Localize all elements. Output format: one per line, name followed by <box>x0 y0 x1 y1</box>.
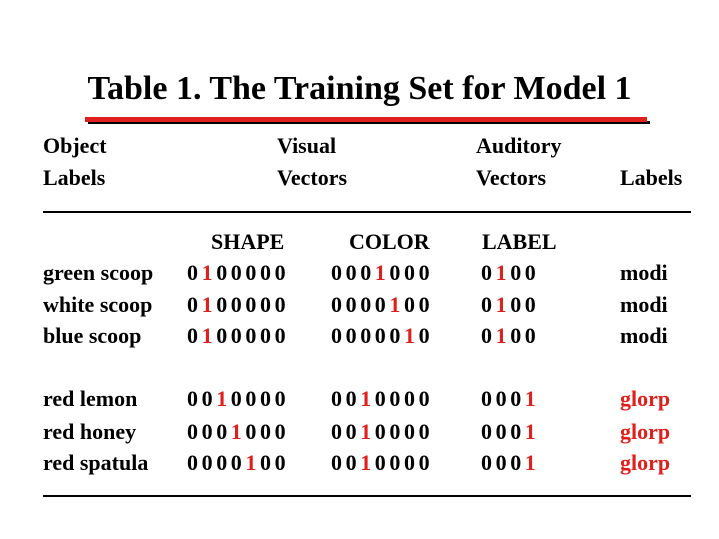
vector-bit: 0 <box>389 419 401 444</box>
vector-bit: 0 <box>360 292 372 317</box>
vector-bit: 0 <box>331 386 342 411</box>
vector-bit: 0 <box>481 260 492 285</box>
vector-bit: 0 <box>216 450 228 475</box>
vector-bit: 0 <box>389 323 401 348</box>
row-shape-vector <box>187 451 289 475</box>
vector-bit: 0 <box>374 323 386 348</box>
vector-bit: 0 <box>418 292 430 317</box>
vector-bit: 0 <box>510 419 522 444</box>
header-visual-line2: Vectors <box>277 165 348 190</box>
vector-bit: 0 <box>510 450 522 475</box>
row-color-vector <box>331 451 433 475</box>
row-label-vec-vector <box>481 387 539 411</box>
vector-bit: 1 <box>245 450 257 475</box>
vector-bit: 0 <box>245 292 257 317</box>
vector-bit: 0 <box>510 260 522 285</box>
vector-bit: 1 <box>403 323 415 348</box>
vector-bit: 0 <box>259 260 271 285</box>
vector-bit: 0 <box>259 292 271 317</box>
vector-bit: 0 <box>481 323 492 348</box>
row-object-label: green scoop <box>43 260 154 285</box>
row-shape-vector <box>187 387 289 411</box>
vector-bit: 1 <box>201 323 213 348</box>
vector-bit: 0 <box>418 386 430 411</box>
vector-bit: 0 <box>495 419 507 444</box>
vector-bit: 0 <box>524 260 536 285</box>
page-title: Table 1. The Training Set for Model 1 <box>87 70 632 107</box>
table-bottom-rule <box>43 495 691 497</box>
vector-bit: 0 <box>216 292 228 317</box>
vector-bit: 0 <box>345 450 357 475</box>
vector-bit: 0 <box>201 419 213 444</box>
vector-bit: 0 <box>274 419 286 444</box>
row-object-label: blue scoop <box>43 323 142 348</box>
row-label-vec-vector <box>481 261 539 285</box>
vector-bit: 1 <box>495 292 507 317</box>
vector-bit: 0 <box>245 386 257 411</box>
header-auditory-line2: Vectors <box>476 165 547 190</box>
vector-bit: 1 <box>389 292 401 317</box>
vector-bit: 0 <box>495 386 507 411</box>
vector-bit: 1 <box>360 419 372 444</box>
row-shape-vector <box>187 293 289 317</box>
row-color-vector <box>331 261 433 285</box>
vector-bit: 0 <box>481 450 492 475</box>
vector-bit: 0 <box>187 419 198 444</box>
vector-bit: 0 <box>216 323 228 348</box>
subheader-color: COLOR <box>349 229 430 254</box>
vector-bit: 0 <box>331 450 342 475</box>
vector-bit: 0 <box>403 292 415 317</box>
vector-bit: 0 <box>201 450 213 475</box>
title-underline <box>85 117 647 122</box>
row-color-vector <box>331 387 433 411</box>
vector-bit: 0 <box>187 260 198 285</box>
vector-bit: 1 <box>216 386 228 411</box>
vector-bit: 0 <box>418 450 430 475</box>
vector-bit: 0 <box>418 419 430 444</box>
subheader-shape: SHAPE <box>211 229 285 254</box>
vector-bit: 0 <box>374 292 386 317</box>
vector-bit: 0 <box>245 260 257 285</box>
vector-bit: 0 <box>403 419 415 444</box>
vector-bit: 0 <box>524 292 536 317</box>
vector-bit: 0 <box>187 323 198 348</box>
vector-bit: 0 <box>201 386 213 411</box>
vector-bit: 0 <box>230 386 242 411</box>
vector-bit: 0 <box>481 292 492 317</box>
vector-bit: 0 <box>403 450 415 475</box>
vector-bit: 0 <box>274 323 286 348</box>
row-word-label: modi <box>620 292 668 317</box>
vector-bit: 1 <box>524 450 536 475</box>
vector-bit: 0 <box>345 323 357 348</box>
vector-bit: 0 <box>481 386 492 411</box>
vector-bit: 0 <box>403 386 415 411</box>
vector-bit: 0 <box>245 323 257 348</box>
header-labels: Labels <box>620 165 683 190</box>
vector-bit: 0 <box>331 323 342 348</box>
row-object-label: red spatula <box>43 450 149 475</box>
row-shape-vector <box>187 420 289 444</box>
row-color-vector <box>331 293 433 317</box>
vector-bit: 0 <box>510 323 522 348</box>
vector-bit: 0 <box>389 260 401 285</box>
row-shape-vector <box>187 261 289 285</box>
vector-bit: 0 <box>331 419 342 444</box>
row-object-label: red honey <box>43 419 137 444</box>
vector-bit: 0 <box>524 323 536 348</box>
vector-bit: 0 <box>403 260 415 285</box>
row-label-vec-vector <box>481 420 539 444</box>
vector-bit: 0 <box>274 450 286 475</box>
vector-bit: 0 <box>245 419 257 444</box>
vector-bit: 1 <box>495 260 507 285</box>
vector-bit: 0 <box>259 419 271 444</box>
row-shape-vector <box>187 324 289 348</box>
vector-bit: 0 <box>259 323 271 348</box>
vector-bit: 1 <box>374 260 386 285</box>
row-object-label: red lemon <box>43 386 138 411</box>
row-label-vec-vector <box>481 451 539 475</box>
vector-bit: 0 <box>360 323 372 348</box>
header-auditory-line1: Auditory <box>476 133 562 158</box>
vector-bit: 0 <box>274 386 286 411</box>
vector-bit: 0 <box>274 292 286 317</box>
subheader-label: LABEL <box>482 229 557 254</box>
header-visual-line1: Visual <box>277 133 337 158</box>
vector-bit: 0 <box>230 260 242 285</box>
row-word-label: glorp <box>620 419 671 444</box>
vector-bit: 0 <box>510 292 522 317</box>
vector-bit: 0 <box>360 260 372 285</box>
row-word-label: glorp <box>620 450 671 475</box>
header-object-line2: Labels <box>43 165 106 190</box>
vector-bit: 0 <box>418 323 430 348</box>
row-word-label: modi <box>620 323 668 348</box>
vector-bit: 0 <box>418 260 430 285</box>
row-color-vector <box>331 324 433 348</box>
row-label-vec-vector <box>481 324 539 348</box>
vector-bit: 0 <box>374 386 386 411</box>
header-object-line1: Object <box>43 133 107 158</box>
vector-bit: 0 <box>495 450 507 475</box>
vector-bit: 0 <box>230 450 242 475</box>
vector-bit: 1 <box>230 419 242 444</box>
vector-bit: 1 <box>495 323 507 348</box>
vector-bit: 0 <box>345 419 357 444</box>
vector-bit: 1 <box>201 292 213 317</box>
row-color-vector <box>331 420 433 444</box>
vector-bit: 0 <box>331 260 342 285</box>
vector-bit: 1 <box>201 260 213 285</box>
row-word-label: glorp <box>620 386 671 411</box>
vector-bit: 0 <box>230 292 242 317</box>
vector-bit: 0 <box>259 450 271 475</box>
vector-bit: 0 <box>389 450 401 475</box>
vector-bit: 0 <box>187 292 198 317</box>
vector-bit: 1 <box>524 386 536 411</box>
vector-bit: 0 <box>510 386 522 411</box>
vector-bit: 0 <box>374 450 386 475</box>
vector-bit: 0 <box>259 386 271 411</box>
vector-bit: 1 <box>360 450 372 475</box>
row-label-vec-vector <box>481 293 539 317</box>
row-word-label: modi <box>620 260 668 285</box>
vector-bit: 0 <box>481 419 492 444</box>
vector-bit: 0 <box>345 386 357 411</box>
vector-bit: 0 <box>345 260 357 285</box>
vector-bit: 0 <box>345 292 357 317</box>
header-divider <box>43 211 691 213</box>
vector-bit: 1 <box>524 419 536 444</box>
vector-bit: 1 <box>360 386 372 411</box>
vector-bit: 0 <box>389 386 401 411</box>
vector-bit: 0 <box>230 323 242 348</box>
vector-bit: 0 <box>274 260 286 285</box>
row-object-label: white scoop <box>43 292 153 317</box>
vector-bit: 0 <box>187 450 198 475</box>
vector-bit: 0 <box>216 419 228 444</box>
vector-bit: 0 <box>331 292 342 317</box>
vector-bit: 0 <box>374 419 386 444</box>
vector-bit: 0 <box>187 386 198 411</box>
vector-bit: 0 <box>216 260 228 285</box>
